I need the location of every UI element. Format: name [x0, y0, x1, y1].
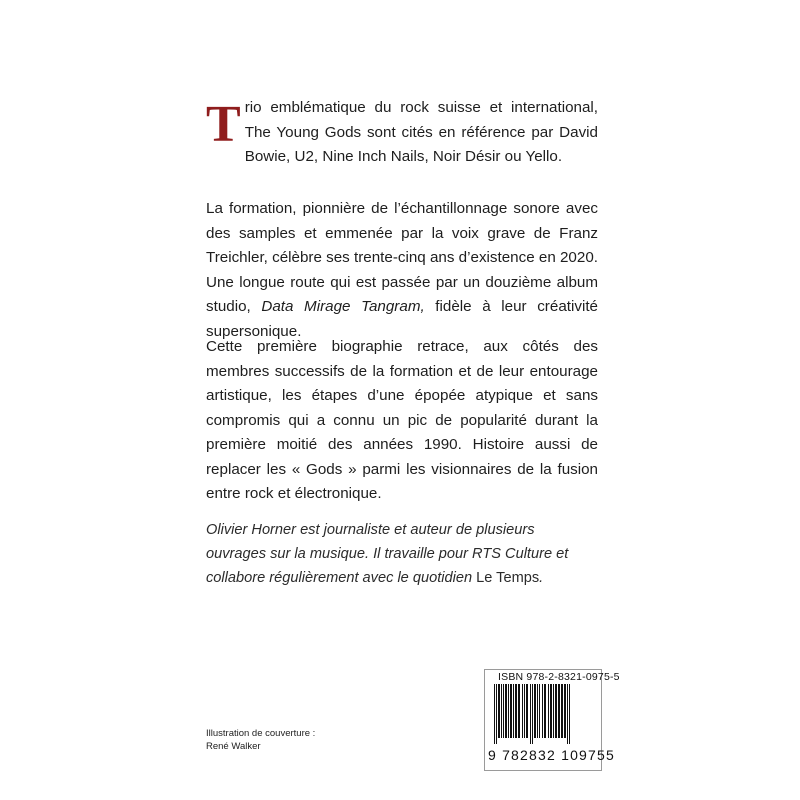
barcode-bar: [510, 684, 512, 738]
barcode-icon: [490, 684, 596, 746]
barcode-bar: [522, 684, 523, 738]
intro-text: rio emblématique du rock suisse et international, The Young Gods sont cités en référence par David Bowie, U2, Nine Inch Nails, Noir Désir ou Yello.: [244, 99, 598, 165]
barcode-bar: [518, 684, 520, 738]
faint-bleed-title: [170, 28, 630, 58]
barcode-bar: [550, 684, 552, 738]
paragraph-formation-text-1: La formation, pionnière de l’échantillonnage sonore avec des samples et emmenée par la voix grave de Franz Treichler, célèbre ses trente-cinq ans d’existence en 2020. Une longue route qui est passée par un douzième album studio,: [206, 200, 598, 315]
barcode-bar: [561, 684, 563, 738]
album-title: Data Mirage Tangram,: [261, 298, 425, 315]
barcode-bar: [494, 684, 495, 744]
barcode-bar: [567, 684, 568, 744]
barcode-bar: [515, 684, 517, 738]
newspaper-title: Le Temps: [476, 570, 540, 586]
barcode-bar: [555, 684, 557, 738]
barcode-bar: [537, 684, 538, 738]
barcode-bar: [553, 684, 554, 738]
intro-paragraph: [206, 96, 598, 170]
barcode-bar: [542, 684, 543, 738]
barcode-bar: [513, 684, 514, 738]
barcode-bar: [530, 684, 531, 744]
barcode-bar: [501, 684, 502, 738]
barcode-bar: [539, 684, 540, 738]
barcode-bar: [498, 684, 500, 738]
author-note-end: .: [539, 570, 544, 586]
paragraph-biography-text: Cette première biographie retrace, aux côtés des membres successifs de la formation et de leur entourage artistique, les étapes d’une épopée atypique et sans compromis qui a connu un pic de popularité durant la première moitié des années 1990. Histoire aussi de replacer les « Gods » parmi les visionnaires de la fusion entre rock et électronique.: [206, 338, 598, 502]
barcode-bar: [558, 684, 560, 738]
cover-illustration-credit: [206, 727, 315, 753]
barcode-bar: [548, 684, 549, 738]
paragraph-formation-text-2: fidèle à leur créativité supersonique.: [206, 298, 598, 340]
barcode-bar: [503, 684, 504, 738]
barcode-bar: [569, 684, 570, 744]
barcode-bar: [505, 684, 507, 738]
barcode-bar: [496, 684, 497, 744]
author-note: [206, 518, 598, 590]
author-note-text: Olivier Horner est journaliste et auteur de plusieurs ouvrages sur la musique. Il travaille pour RTS Culture et collabore régulièrement avec le quotidien: [206, 522, 569, 586]
barcode-bar: [564, 684, 566, 738]
paragraph-biography: [206, 335, 598, 507]
barcode-bar: [508, 684, 509, 738]
barcode-bar: [524, 684, 525, 738]
paragraph-formation: [206, 197, 598, 344]
barcode-bar: [534, 684, 536, 738]
barcode-digits: 9 782832 109755: [488, 747, 615, 763]
isbn-label: ISBN 978-2-8321-0975-5: [498, 671, 620, 683]
credit-name: René Walker: [206, 741, 261, 752]
drop-cap: T: [206, 96, 241, 153]
credit-label: Illustration de couverture :: [206, 728, 316, 739]
barcode-bar: [544, 684, 546, 738]
barcode-bar: [532, 684, 533, 744]
barcode-bar: [526, 684, 528, 738]
